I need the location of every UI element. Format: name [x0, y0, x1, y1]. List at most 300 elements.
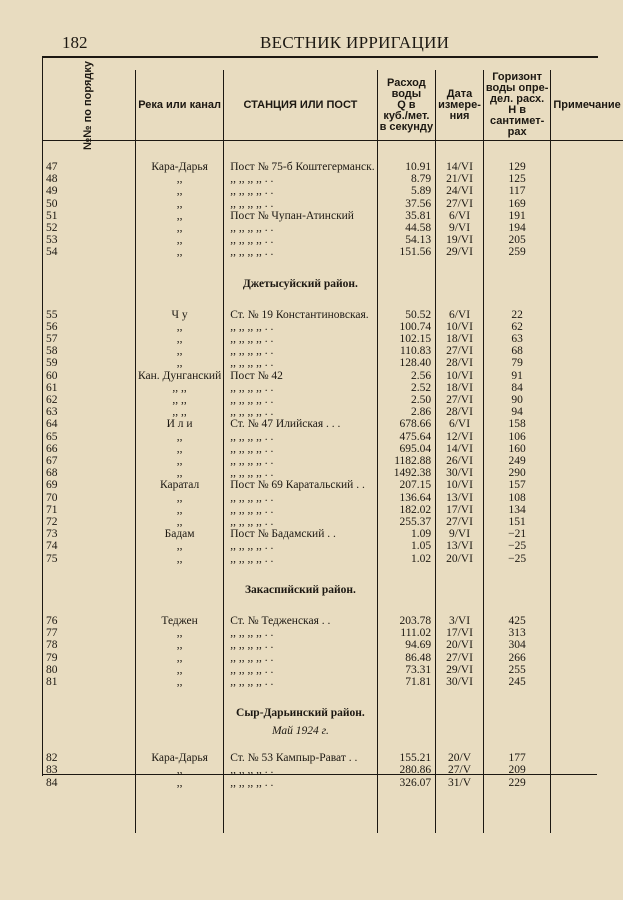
row-number: 79: [46, 651, 58, 664]
station-cell: ,, ,, ,, ,, . .: [224, 639, 377, 651]
empty-cell: [551, 295, 623, 309]
empty-cell: [224, 789, 377, 833]
spacer-row: [42, 738, 623, 752]
horizon-cell: 68: [483, 345, 551, 357]
row-number: 61: [46, 381, 58, 394]
empty-cell: [42, 565, 135, 579]
horizon-cell: 22: [483, 309, 551, 321]
flow-cell: 37.56: [377, 198, 436, 210]
empty-cell: [483, 702, 551, 724]
empty-cell: [42, 601, 135, 615]
note-cell: [551, 752, 623, 764]
horizon-header-line: H в: [508, 104, 526, 116]
river-cell: И л и: [135, 418, 223, 430]
empty-cell: [42, 724, 135, 738]
horizon-cell: 249: [483, 455, 551, 467]
flow-cell: 203.78: [377, 615, 436, 627]
empty-cell: [436, 601, 484, 615]
row-number: 48: [46, 173, 58, 186]
page-number: 182: [62, 33, 88, 52]
note-cell: [551, 161, 623, 173]
row-number: 82: [46, 752, 58, 765]
empty-cell: [42, 738, 135, 752]
date-cell: 29/VI: [436, 664, 484, 676]
date-cell: 6/VI: [436, 210, 484, 222]
horizon-cell: 194: [483, 222, 551, 234]
spacer-row: [42, 565, 623, 579]
empty-cell: [135, 738, 223, 752]
station-cell: ,, ,, ,, ,, . .: [224, 198, 377, 210]
station-cell: ,, ,, ,, ,, . .: [224, 246, 377, 258]
flow-cell: 182.02: [377, 504, 436, 516]
empty-cell: [436, 688, 484, 702]
date-cell: 10/VI: [436, 370, 484, 382]
date-cell: 19/VI: [436, 234, 484, 246]
horizon-cell: 62: [483, 321, 551, 333]
empty-cell: [135, 702, 223, 724]
note-cell: [551, 443, 623, 455]
note-cell: [551, 615, 623, 627]
station-cell: ,, ,, ,, ,, . .: [224, 222, 377, 234]
station-cell: ,, ,, ,, ,, . .: [224, 652, 377, 664]
table-row: [42, 210, 623, 222]
section-title-row: [42, 702, 623, 724]
river-cell: ,,: [135, 516, 223, 528]
horizon-cell: 259: [483, 246, 551, 258]
empty-cell: [42, 789, 135, 833]
table-row: [42, 382, 623, 394]
row-number: 51: [46, 209, 58, 222]
empty-cell: [436, 295, 484, 309]
station-cell: ,, ,, ,, ,, . .: [224, 357, 377, 369]
station-cell: Пост № Бадамский . .: [224, 528, 377, 540]
river-cell: Каратал: [135, 479, 223, 491]
horizon-cell: 425: [483, 615, 551, 627]
empty-cell: [483, 789, 551, 833]
note-cell: [551, 418, 623, 430]
row-number: 60: [46, 369, 58, 382]
table-row: [42, 394, 623, 406]
empty-cell: [551, 738, 623, 752]
empty-cell: [42, 579, 135, 601]
empty-cell: [377, 601, 436, 615]
table-row: [42, 528, 623, 540]
section-subtitle-row: [42, 724, 623, 738]
row-number: 71: [46, 503, 58, 516]
row-number: 57: [46, 333, 58, 346]
date-cell: 29/VI: [436, 246, 484, 258]
empty-cell: [483, 579, 551, 601]
station-cell: ,, ,, ,, ,, . .: [224, 553, 377, 565]
flow-header-line: Расход: [387, 76, 426, 89]
row-number: 59: [46, 357, 58, 370]
table-row: [42, 321, 623, 333]
note-cell: [551, 345, 623, 357]
empty-cell: [483, 141, 551, 162]
river-cell: ,,: [135, 553, 223, 565]
river-cell: ,,: [135, 173, 223, 185]
river-cell: Кара-Дарья: [135, 161, 223, 173]
flow-cell: 111.02: [377, 627, 436, 639]
station-cell: Ст. № 47 Илийская . . .: [224, 418, 377, 430]
empty-cell: [377, 789, 436, 833]
flow-cell: 1182.88: [377, 455, 436, 467]
note-cell: [551, 777, 623, 789]
row-number: 47: [46, 161, 58, 173]
station-cell: ,, ,, ,, ,, . .: [224, 431, 377, 443]
table-row: [42, 627, 623, 639]
table-row: [42, 492, 623, 504]
row-number: 80: [46, 663, 58, 676]
empty-cell: [436, 141, 484, 162]
section-title-row: [42, 579, 623, 601]
note-cell: [551, 431, 623, 443]
empty-cell: [224, 141, 377, 162]
flow-cell: 1.02: [377, 553, 436, 565]
empty-cell: [483, 738, 551, 752]
row-number: 72: [46, 516, 58, 529]
date-cell: 28/VI: [436, 357, 484, 369]
note-cell: [551, 222, 623, 234]
table-row: [42, 309, 623, 321]
station-cell: ,, ,, ,, ,, . .: [224, 492, 377, 504]
station-cell: ,, ,, ,, ,, . .: [224, 764, 377, 776]
empty-cell: [135, 273, 223, 295]
date-cell: 3/VI: [436, 615, 484, 627]
date-header-line: ния: [449, 109, 470, 122]
table-body: [42, 141, 623, 833]
station-cell: Ст. № Тедженская . .: [224, 615, 377, 627]
flow-cell: 678.66: [377, 418, 436, 430]
column-header-flow: [377, 70, 436, 141]
table-row: [42, 504, 623, 516]
empty-cell: [135, 724, 223, 738]
empty-cell: [42, 273, 135, 295]
table-row: [42, 443, 623, 455]
flow-cell: 86.48: [377, 652, 436, 664]
station-cell: ,, ,, ,, ,, . .: [224, 443, 377, 455]
date-cell: 27/VI: [436, 652, 484, 664]
note-cell: [551, 516, 623, 528]
filler-row: [42, 789, 623, 833]
horizon-cell: 158: [483, 418, 551, 430]
flow-cell: 35.81: [377, 210, 436, 222]
river-cell: Кан. Дунганский: [135, 370, 223, 382]
station-cell: ,, ,, ,, ,, . .: [224, 406, 377, 418]
flow-cell: 151.56: [377, 246, 436, 258]
note-cell: [551, 394, 623, 406]
row-number: 70: [46, 491, 58, 504]
station-cell: Пост № 75-б Коштегерманск.: [224, 161, 377, 173]
horizon-cell: 84: [483, 382, 551, 394]
river-cell: ,,: [135, 222, 223, 234]
flow-cell: 207.15: [377, 479, 436, 491]
horizon-cell: 94: [483, 406, 551, 418]
spacer-row: [42, 141, 623, 162]
note-cell: [551, 210, 623, 222]
station-cell: Пост № 42: [224, 370, 377, 382]
row-number: 68: [46, 467, 58, 480]
empty-cell: [135, 789, 223, 833]
table-row: [42, 479, 623, 491]
empty-cell: [377, 141, 436, 162]
date-cell: 30/VI: [436, 676, 484, 688]
river-cell: Ч у: [135, 309, 223, 321]
date-cell: 17/VI: [436, 627, 484, 639]
empty-cell: [483, 724, 551, 738]
empty-cell: [377, 702, 436, 724]
table-row: [42, 652, 623, 664]
empty-cell: [42, 688, 135, 702]
note-cell: [551, 676, 623, 688]
empty-cell: [551, 702, 623, 724]
table-row: [42, 467, 623, 479]
river-cell: Теджен: [135, 615, 223, 627]
flow-cell: 1492.38: [377, 467, 436, 479]
flow-cell: 280.86: [377, 764, 436, 776]
note-cell: [551, 528, 623, 540]
date-cell: 26/VI: [436, 455, 484, 467]
note-cell: [551, 198, 623, 210]
river-cell: ,,: [135, 639, 223, 651]
note-cell: [551, 309, 623, 321]
empty-cell: [436, 579, 484, 601]
horizon-cell: 117: [483, 185, 551, 197]
horizon-cell: 177: [483, 752, 551, 764]
river-cell: ,,: [135, 198, 223, 210]
empty-cell: [224, 295, 377, 309]
table-row: [42, 777, 623, 789]
date-cell: 20/VI: [436, 553, 484, 565]
note-cell: [551, 455, 623, 467]
empty-cell: [551, 789, 623, 833]
horizon-header-line: Горизонт: [492, 71, 543, 83]
flow-header-line: в секунду: [379, 120, 434, 133]
row-number: 76: [46, 614, 58, 627]
flow-measurements-table: [42, 60, 623, 833]
flow-cell: 10.91: [377, 161, 436, 173]
horizon-cell: 160: [483, 443, 551, 455]
empty-cell: [135, 579, 223, 601]
horizon-cell: 91: [483, 370, 551, 382]
empty-cell: [42, 702, 135, 724]
flow-header-line: воды: [391, 87, 422, 100]
flow-cell: 326.07: [377, 777, 436, 789]
date-cell: 27/VI: [436, 198, 484, 210]
empty-cell: [436, 702, 484, 724]
date-cell: 24/VI: [436, 185, 484, 197]
row-number: 65: [46, 430, 58, 443]
empty-cell: [436, 565, 484, 579]
table-row: [42, 161, 623, 173]
empty-cell: [436, 738, 484, 752]
flow-cell: 1.09: [377, 528, 436, 540]
section-title: Сыр-Дарьинский район.: [224, 702, 377, 724]
section-subtitle: Май 1924 г.: [224, 724, 377, 738]
date-cell: 14/VI: [436, 161, 484, 173]
row-number: 49: [46, 185, 58, 198]
horizon-cell: 129: [483, 161, 551, 173]
table-row: [42, 345, 623, 357]
station-cell: ,, ,, ,, ,, . .: [224, 664, 377, 676]
horizon-cell: 90: [483, 394, 551, 406]
flow-cell: 475.64: [377, 431, 436, 443]
river-cell: ,, ,,: [135, 382, 223, 394]
date-cell: 31/V: [436, 777, 484, 789]
empty-cell: [224, 688, 377, 702]
table-row: [42, 198, 623, 210]
horizon-cell: 79: [483, 357, 551, 369]
horizon-header-line: рах: [507, 126, 527, 138]
station-cell: ,, ,, ,, ,, . .: [224, 627, 377, 639]
flow-cell: 2.50: [377, 394, 436, 406]
empty-cell: [224, 738, 377, 752]
station-cell: ,, ,, ,, ,, . .: [224, 516, 377, 528]
river-cell: ,,: [135, 443, 223, 455]
station-cell: Ст. № 19 Константиновская.: [224, 309, 377, 321]
empty-cell: [377, 273, 436, 295]
river-cell: ,,: [135, 321, 223, 333]
river-cell: ,,: [135, 234, 223, 246]
row-number: 84: [46, 776, 58, 789]
date-cell: 9/VI: [436, 222, 484, 234]
horizon-cell: 304: [483, 639, 551, 651]
date-cell: 27/VI: [436, 516, 484, 528]
horizon-cell: 169: [483, 198, 551, 210]
empty-cell: [377, 688, 436, 702]
empty-cell: [483, 259, 551, 273]
river-cell: ,,: [135, 676, 223, 688]
horizon-cell: 290: [483, 467, 551, 479]
date-cell: 13/VI: [436, 540, 484, 552]
table-row: [42, 540, 623, 552]
empty-cell: [551, 565, 623, 579]
row-number: 55: [46, 308, 58, 321]
empty-cell: [436, 724, 484, 738]
station-cell: ,, ,, ,, ,, . .: [224, 394, 377, 406]
horizon-cell: −21: [483, 528, 551, 540]
table-row: [42, 370, 623, 382]
row-number: 58: [46, 345, 58, 358]
row-number: 56: [46, 320, 58, 333]
station-cell: Пост № 69 Каратальский . .: [224, 479, 377, 491]
flow-cell: 71.81: [377, 676, 436, 688]
horizon-cell: 134: [483, 504, 551, 516]
empty-cell: [377, 738, 436, 752]
empty-cell: [483, 273, 551, 295]
station-cell: ,, ,, ,, ,, . .: [224, 777, 377, 789]
column-header-horizon: [483, 70, 551, 141]
empty-cell: [436, 273, 484, 295]
table-row: [42, 173, 623, 185]
horizon-header-line: сантимет-: [489, 115, 545, 127]
date-cell: 27/V: [436, 764, 484, 776]
table-header-row: [42, 70, 623, 141]
horizon-cell: 106: [483, 431, 551, 443]
empty-cell: [483, 688, 551, 702]
empty-cell: [377, 259, 436, 273]
row-number: 63: [46, 406, 58, 419]
horizon-cell: 157: [483, 479, 551, 491]
station-cell: ,, ,, ,, ,, . .: [224, 504, 377, 516]
section-title: Джетысуйский район.: [224, 273, 377, 295]
river-cell: ,,: [135, 345, 223, 357]
date-cell: 13/VI: [436, 492, 484, 504]
table-row: [42, 615, 623, 627]
station-cell: ,, ,, ,, ,, . .: [224, 455, 377, 467]
row-number: 77: [46, 627, 58, 640]
station-cell: Ст. № 53 Кампыр-Рават . .: [224, 752, 377, 764]
column-header-river: Река или канал: [135, 70, 223, 141]
row-number: 50: [46, 197, 58, 210]
empty-cell: [436, 789, 484, 833]
river-cell: ,,: [135, 652, 223, 664]
empty-cell: [551, 273, 623, 295]
river-cell: ,, ,,: [135, 406, 223, 418]
flow-cell: 255.37: [377, 516, 436, 528]
journal-title: ВЕСТНИК ИРРИГАЦИИ: [260, 33, 450, 52]
flow-cell: 5.89: [377, 185, 436, 197]
flow-header-line: Q в: [397, 98, 416, 111]
horizon-cell: 191: [483, 210, 551, 222]
date-cell: 12/VI: [436, 431, 484, 443]
horizon-header-line: дел. расх.: [490, 93, 545, 105]
river-cell: Кара-Дарья: [135, 752, 223, 764]
note-cell: [551, 553, 623, 565]
river-cell: ,,: [135, 764, 223, 776]
table-row: [42, 664, 623, 676]
horizon-cell: 125: [483, 173, 551, 185]
horizon-cell: 205: [483, 234, 551, 246]
table-row: [42, 406, 623, 418]
empty-cell: [436, 259, 484, 273]
date-cell: 10/VI: [436, 321, 484, 333]
empty-cell: [135, 565, 223, 579]
station-cell: Пост № Чупан-Атинский: [224, 210, 377, 222]
empty-cell: [224, 601, 377, 615]
table-row: [42, 333, 623, 345]
flow-cell: 50.52: [377, 309, 436, 321]
station-cell: ,, ,, ,, ,, . .: [224, 185, 377, 197]
note-cell: [551, 467, 623, 479]
river-cell: ,,: [135, 777, 223, 789]
river-cell: ,,: [135, 246, 223, 258]
row-number: 64: [46, 418, 58, 431]
empty-cell: [551, 579, 623, 601]
station-cell: ,, ,, ,, ,, . .: [224, 333, 377, 345]
river-cell: ,,: [135, 467, 223, 479]
empty-cell: [551, 688, 623, 702]
table-row: [42, 357, 623, 369]
flow-cell: 2.56: [377, 370, 436, 382]
column-header-station: СТАНЦИЯ ИЛИ ПОСТ: [224, 70, 377, 141]
note-cell: [551, 370, 623, 382]
row-number: 67: [46, 455, 58, 468]
horizon-cell: 313: [483, 627, 551, 639]
empty-cell: [135, 295, 223, 309]
date-cell: 14/VI: [436, 443, 484, 455]
date-cell: 20/VI: [436, 639, 484, 651]
table-row: [42, 222, 623, 234]
spacer-row: [42, 259, 623, 273]
note-cell: [551, 504, 623, 516]
flow-cell: 8.79: [377, 173, 436, 185]
note-cell: [551, 234, 623, 246]
empty-cell: [483, 565, 551, 579]
station-cell: ,, ,, ,, ,, . .: [224, 345, 377, 357]
note-cell: [551, 627, 623, 639]
table-row: [42, 639, 623, 651]
